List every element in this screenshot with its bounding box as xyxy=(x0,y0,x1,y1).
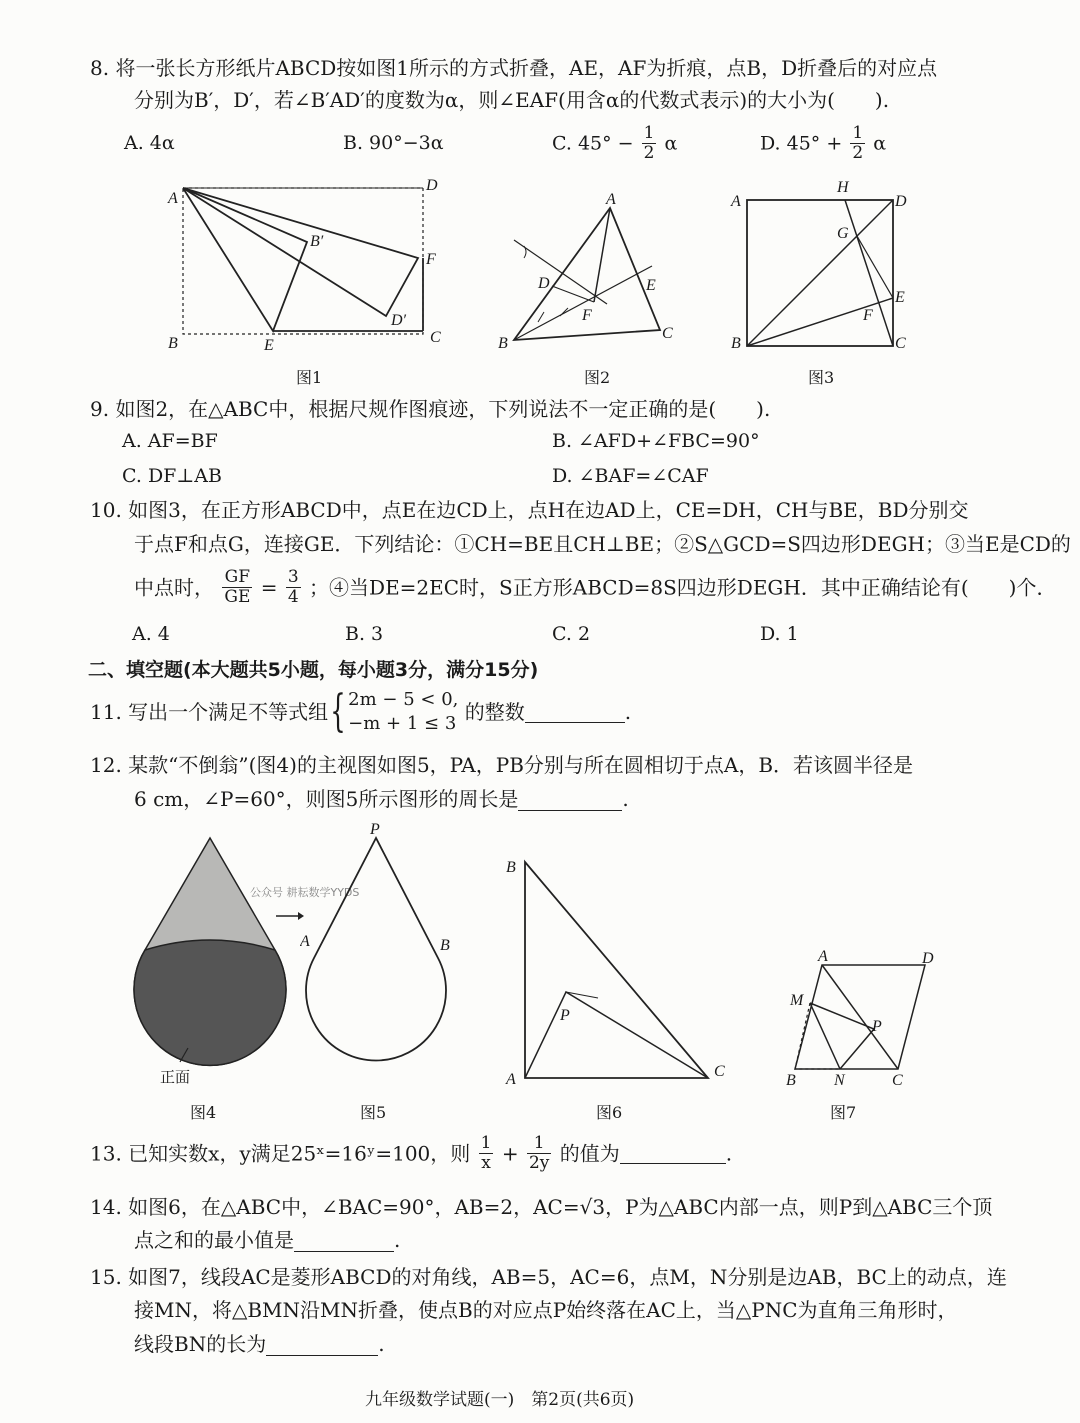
q8-option-a: A. 4α xyxy=(124,132,175,154)
q8-option-d-den: 2 xyxy=(852,143,864,163)
fig2-caption: 图2 xyxy=(584,368,611,387)
q13-num1: 1 xyxy=(480,1133,492,1153)
fig5-outline xyxy=(306,838,446,1060)
fig5-label-b: B xyxy=(440,937,450,954)
q8-option-d xyxy=(760,124,886,163)
fig3-line-ch xyxy=(845,200,893,346)
fig2-label-b: B xyxy=(498,335,508,352)
q14-answer-blank[interactable] xyxy=(294,1231,394,1252)
q10-line1: 10. 如图3，在正方形ABCD中，点E在边CD上，点H在边AD上，CE=DH，CH与BE，BD分别交 xyxy=(90,498,969,522)
q10-option-a: A. 4 xyxy=(132,623,170,645)
q15-line2: 接MN，将△BMN沿MN折叠，使点B的对应点P始终落在AC上，当△PNC为直角三角形时， xyxy=(134,1298,958,1322)
q15-line3 xyxy=(134,1332,385,1356)
fig2-label-d: D xyxy=(538,275,550,292)
fig3-label-c: C xyxy=(895,335,906,352)
q11-row2: −m + 1 ≤ 3 xyxy=(348,713,457,734)
q10-den-ge: GE xyxy=(224,587,251,607)
q12-line1: 12. 某款“不倒翁”(图4)的主视图如图5，PA，PB分别与所在圆相切于点A，B．若该圆半径是 xyxy=(90,753,914,777)
fig3-diagonal-bd xyxy=(747,200,893,346)
figure-3 xyxy=(725,176,925,356)
q8-option-c-num: 1 xyxy=(643,123,655,143)
q15-end: . xyxy=(378,1332,385,1356)
q13-answer-blank[interactable] xyxy=(620,1143,726,1164)
fig7-label-n: N xyxy=(834,1072,845,1089)
q15-line1: 15. 如图7，线段AC是菱形ABCD的对角线，AB=5，AC=6，点M，N分别是边AB，BC上的动点，连 xyxy=(90,1265,1007,1289)
fig7-label-b: B xyxy=(786,1072,796,1089)
q9-option-d: D. ∠BAF=∠CAF xyxy=(552,465,709,487)
fig3-label-b: B xyxy=(731,335,741,352)
fig7-caption: 图7 xyxy=(830,1103,857,1122)
q10-option-d: D. 1 xyxy=(760,623,799,645)
fig5-label-p: P xyxy=(370,821,380,838)
q10-num-3: 3 xyxy=(287,567,299,587)
fig7-fold-mpn xyxy=(810,1003,874,1069)
fig7-label-c: C xyxy=(892,1072,903,1089)
q13-plus: + xyxy=(501,1141,519,1166)
fig1-fold-ae xyxy=(183,188,307,331)
q11-system xyxy=(348,688,458,736)
fig6-triangle xyxy=(525,862,708,1078)
q13-den1: x xyxy=(481,1153,491,1173)
q8-option-b: B. 90°−3α xyxy=(343,132,444,154)
fig3-label-h: H xyxy=(837,179,849,196)
q9-option-b: B. ∠AFD+∠FBC=90° xyxy=(552,430,760,452)
fig7-label-m: M xyxy=(790,992,804,1009)
q15-answer-blank[interactable] xyxy=(266,1335,378,1356)
fig1-label-bp: B′ xyxy=(310,233,324,250)
fig1-label-dp: D′ xyxy=(391,312,407,329)
fig1-label-b: B xyxy=(168,335,178,352)
fig4-tumbler-base xyxy=(134,940,286,1065)
q14-line2 xyxy=(134,1228,400,1252)
q10-line2: 于点F和点G，连接GE．下列结论：①CH=BE且CH⊥BE；②S△GCD=S四边形DEGH；③当E是CD的 xyxy=(134,532,1071,556)
q13-den2: 2y xyxy=(528,1153,550,1173)
fig5-caption: 图5 xyxy=(360,1103,387,1122)
q11-answer-blank[interactable] xyxy=(525,702,625,723)
fig2-label-f: F xyxy=(582,307,592,324)
q12-line2 xyxy=(134,787,629,811)
q10-option-c: C. 2 xyxy=(552,623,591,645)
fig2-arc-ticks xyxy=(538,308,568,322)
q8-option-c-suffix: α xyxy=(664,132,678,155)
q10-line3-suffix: ；④当DE=2EC时，S正方形ABCD=8S四边形DEGH．其中正确结论有( )个． xyxy=(309,575,1057,600)
fig4-caption: 图4 xyxy=(190,1103,217,1122)
fig6-lines-from-p xyxy=(525,992,708,1078)
fig4-front-label: 正面 xyxy=(160,1068,191,1086)
q10-num-gf: GF xyxy=(222,568,252,588)
q11-brace: { xyxy=(330,686,346,737)
q8-option-c xyxy=(552,124,677,163)
fig3-label-g: G xyxy=(837,225,849,242)
fig2-perp-bisector xyxy=(514,240,607,304)
figure-6 xyxy=(498,850,738,1090)
figure-7 xyxy=(780,945,950,1090)
q11-end: . xyxy=(624,700,632,724)
figure-5 xyxy=(300,820,460,1092)
q8-option-d-suffix: α xyxy=(873,132,887,155)
q12-answer-blank[interactable] xyxy=(518,790,622,811)
fig2-angle-bisector xyxy=(514,266,652,340)
q8-option-d-fraction xyxy=(850,124,865,163)
fig1-label-f: F xyxy=(426,251,436,268)
q13-num2: 1 xyxy=(527,1134,551,1154)
q8-line1: 8. 将一张长方形纸片ABCD按如图1所示的方式折叠，AE，AF为折痕，点B，D折叠后的对应点 xyxy=(90,56,938,80)
q13-end: . xyxy=(725,1141,733,1166)
q13 xyxy=(90,1134,732,1173)
q12-line2-text: 6 cm，∠P=60°，则图5所示图形的周长是 xyxy=(134,787,519,811)
q10-fraction-gf-ge xyxy=(222,568,252,607)
q13-prefix: 13. 已知实数x，y满足25ˣ=16ʸ=100，则 xyxy=(90,1141,471,1166)
q12-end: . xyxy=(622,787,629,811)
fig5-label-a: A xyxy=(300,933,310,950)
figure-1 xyxy=(160,172,450,392)
q14-end: . xyxy=(394,1228,401,1252)
q8-line2: 分别为B′，D′，若∠B′AD′的度数为α，则∠EAF(用含α的代数式表示)的大小为( ). xyxy=(134,88,890,112)
fig3-line-ge xyxy=(857,236,893,298)
fig2-line-df xyxy=(552,286,594,302)
fig3-label-f: F xyxy=(863,307,873,324)
fig7-label-d: D xyxy=(922,950,934,967)
q10-den-4: 4 xyxy=(287,587,299,607)
figure-4 xyxy=(130,830,290,1092)
fig3-label-d: D xyxy=(895,193,907,210)
q10-line3-prefix: 中点时， xyxy=(134,575,214,600)
q8-option-c-den: 2 xyxy=(643,143,655,163)
fig3-caption: 图3 xyxy=(808,368,835,387)
fig1-caption: 图1 xyxy=(296,368,323,387)
fig2-label-c: C xyxy=(662,325,673,342)
fig1-label-c: C xyxy=(430,329,441,346)
figure-2 xyxy=(490,190,690,360)
fig1-fold-af xyxy=(183,188,418,316)
fig7-label-p: P xyxy=(872,1018,882,1035)
fig6-caption: 图6 xyxy=(596,1103,623,1122)
q9-option-c: C. DF⊥AB xyxy=(122,465,222,487)
q10-fraction-3-4 xyxy=(286,568,301,607)
q9-stem: 9. 如图2，在△ABC中，根据尺规作图痕迹，下列说法不一定正确的是( ). xyxy=(90,397,771,421)
fig2-line-af xyxy=(594,208,610,302)
fig1-label-e: E xyxy=(264,337,274,354)
fig2-label-e: E xyxy=(646,277,656,294)
q14-line1: 14. 如图6，在△ABC中，∠BAC=90°，AB=2，AC=√3，P为△ABC内部一点，则P到△ABC三个顶 xyxy=(90,1195,993,1219)
page-footer: 九年级数学试题(一) 第2页(共6页) xyxy=(365,1390,635,1410)
q8-option-c-prefix: C. 45° − xyxy=(552,132,634,155)
q10-equals: = xyxy=(260,575,278,600)
fig1-label-d: D xyxy=(426,177,438,194)
q11-prefix: 11. 写出一个满足不等式组 xyxy=(90,700,329,724)
q8-option-d-num: 1 xyxy=(852,123,864,143)
q14-line2-text: 点之和的最小值是 xyxy=(134,1228,294,1252)
q8-option-c-fraction xyxy=(642,124,657,163)
q13-fraction-1-2y xyxy=(527,1134,551,1173)
watermark: 公众号 耕耘数学YYDS xyxy=(250,886,360,899)
q15-line3-text: 线段BN的长为 xyxy=(134,1332,267,1356)
q8-option-d-prefix: D. 45° + xyxy=(760,132,843,155)
fig7-label-a: A xyxy=(818,948,828,965)
fig6-label-b: B xyxy=(506,859,516,876)
fig3-label-a: A xyxy=(731,193,741,210)
section-fill-in-title: 二、填空题(本大题共5小题，每小题3分，满分15分) xyxy=(88,659,539,681)
q10-option-b: B. 3 xyxy=(345,623,384,645)
q11 xyxy=(90,688,631,736)
q10-line3 xyxy=(134,568,1056,607)
q11-row1: 2m − 5 < 0, xyxy=(348,689,459,710)
fig6-label-c: C xyxy=(714,1063,725,1080)
fig3-label-e: E xyxy=(895,289,905,306)
q9-option-a: A. AF=BF xyxy=(122,430,218,452)
q11-suffix: 的整数 xyxy=(464,700,525,724)
fig2-label-a: A xyxy=(606,191,616,208)
q13-fraction-1-x xyxy=(479,1134,494,1173)
fig1-label-a: A xyxy=(168,190,178,207)
q13-suffix: 的值为 xyxy=(559,1141,620,1166)
fig6-label-p: P xyxy=(560,1007,570,1024)
fig6-label-a: A xyxy=(506,1071,516,1088)
